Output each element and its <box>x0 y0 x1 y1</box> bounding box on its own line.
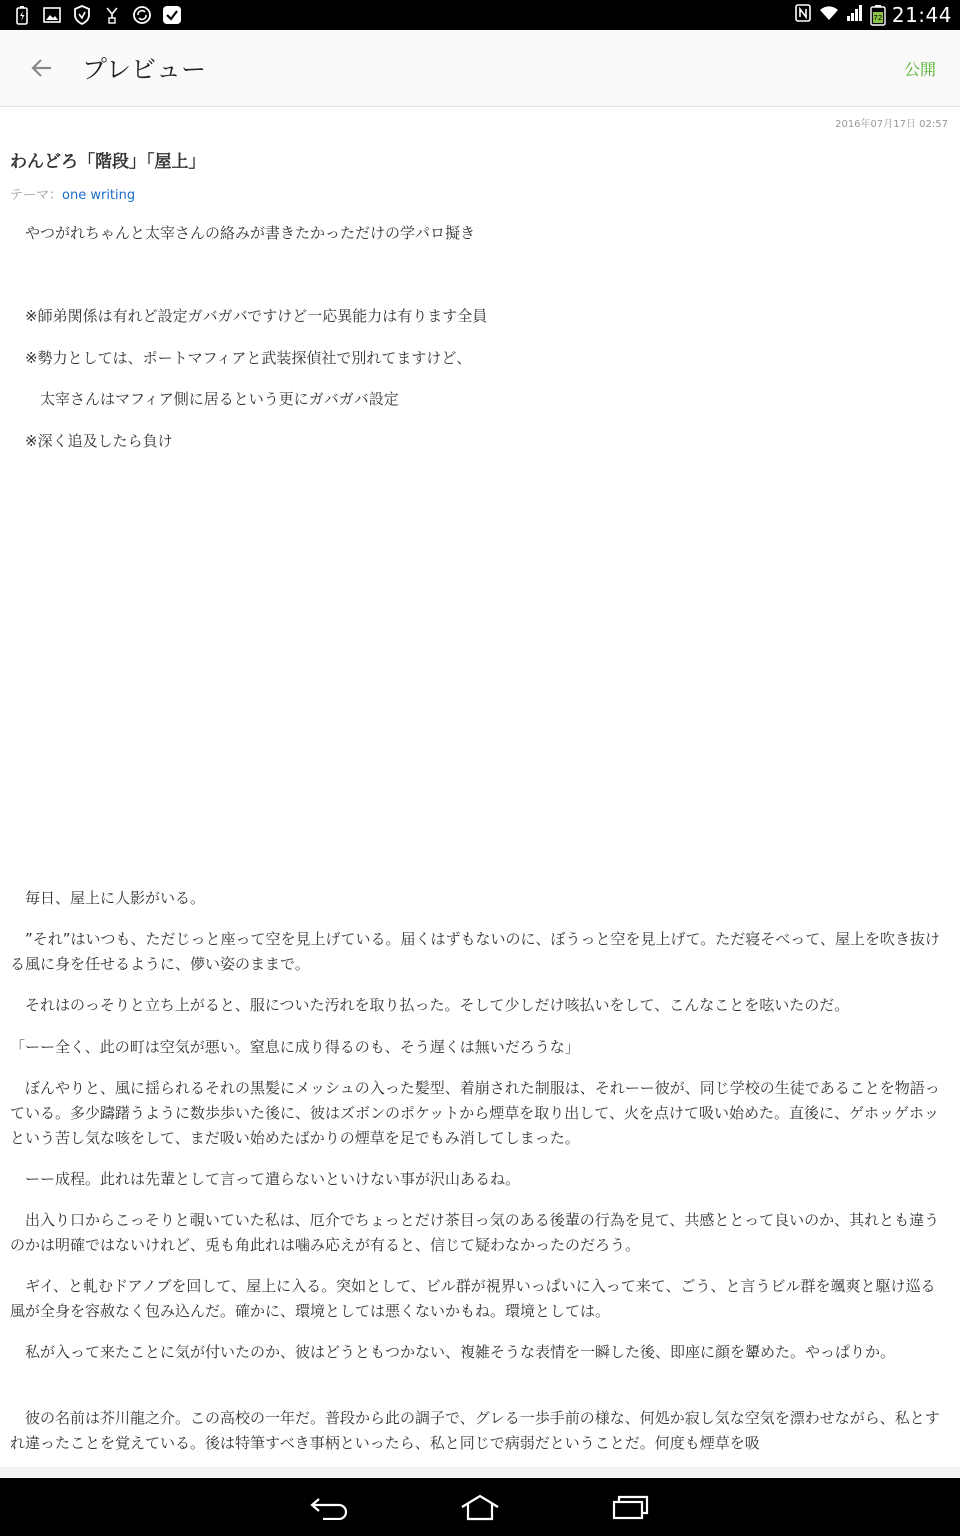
navigation-bar <box>0 1478 960 1536</box>
sync-icon <box>132 5 152 25</box>
battery-level: 72 <box>873 14 883 22</box>
body-paragraph: それはのっそりと立ち上がると、服についた汚れを取り払った。そして少しだけ咳払いをして、こんなことを呟いたのだ。 <box>10 996 850 1014</box>
body-paragraph: 私が入って来たことに気が付いたのか、彼はどうともつかない、複雑そうな表情を一瞬した後、即座に顔を顰めた。やっぱりか。 <box>10 1343 896 1361</box>
back-button[interactable] <box>26 52 58 84</box>
post-theme <box>10 184 135 203</box>
nfc-icon <box>794 3 812 27</box>
intro-paragraph: ※師弟関係は有れど設定ガバガバですけど一応異能力は有ります全員 <box>10 307 488 325</box>
intro-paragraph: やつがれちゃんと太宰さんの絡みが書きたかっただけの学パロ擬き <box>10 224 476 242</box>
signal-icon <box>846 4 864 26</box>
nav-home-button[interactable] <box>450 1487 510 1527</box>
system-icons <box>794 3 960 27</box>
content-bottom-edge <box>0 1467 960 1478</box>
notification-icons <box>0 5 182 25</box>
nav-back-button[interactable] <box>300 1487 360 1527</box>
back-nav-icon <box>309 1494 351 1520</box>
status-bar <box>0 0 960 30</box>
post-preview[interactable] <box>0 107 960 1467</box>
post-date: 2016年07月17日 02:57 <box>835 119 948 130</box>
theme-label: テーマ： <box>10 188 63 203</box>
body-paragraph: ーー成程。此れは先輩として言って遣らないといけない事が沢山あるね。 <box>10 1170 521 1188</box>
theme-link[interactable]: one writing <box>62 188 136 203</box>
body-paragraph: 出入り口からこっそりと覗いていた私は、厄介でちょっとだけ茶目っ気のある後輩の行為を見て、共感ととって良いのか、其れとも違うのかは明確ではないけれど、兎も角此れは噛み応えが有ると、信じて疑わなかったのだろう。 <box>10 1211 940 1254</box>
intro-paragraph: 太宰さんはマフィア側に居るという更にガバガバ設定 <box>10 390 399 408</box>
app-bar <box>0 30 960 107</box>
wifi-icon <box>818 4 840 26</box>
body-paragraph: 彼の名前は芥川龍之介。この高校の一年だ。普段から此の調子で、グレる一歩手前の様な、何処か寂し気な空気を漂わせながら、私とすれ違ったことを覚えている。後は特筆すべき事柄といったら、私と同じで病弱だということだ。何度も煙草を吸 <box>10 1409 940 1452</box>
body-paragraph: ギイ、と軋むドアノブを回して、屋上に入る。突如として、ビル群が視界いっぱいに入って来て、ごう、と言うビル群を颯爽と駆け巡る風が全身を容赦なく包み込んだ。確かに、環境としては悪くないかもね。環境としては。 <box>10 1277 936 1320</box>
battery-icon <box>870 4 886 26</box>
usb-icon <box>102 5 122 25</box>
intro-paragraph: ※深く追及したら負け <box>10 432 173 450</box>
image-icon <box>42 5 62 25</box>
arrow-left-icon <box>31 57 53 79</box>
check-icon <box>162 5 182 25</box>
intro-paragraph: ※勢力としては、ポートマフィアと武装探偵社で別れてますけど、 <box>10 349 472 367</box>
nav-recents-button[interactable] <box>600 1487 660 1527</box>
body-paragraph: 「ーー全く、此の町は空気が悪い。窒息に成り得るのも、そう遅くは無いだろうな」 <box>10 1038 580 1056</box>
home-icon <box>459 1493 501 1521</box>
body-paragraph: ぼんやりと、風に揺られるそれの黒髪にメッシュの入った髪型、着崩された制服は、それーー彼が、同じ学校の生徒であることを物語っている。多少躊躇うように数歩歩いた後に、彼はズボンのポケットから煙草を取り出して、火を点けて吸い始めた。直後に、ゲホッゲホッという苦し気な咳をして、まだ吸い始めたばかりの煙草を足でもみ消してしまった。 <box>10 1079 940 1147</box>
clock: 21:44 <box>891 3 952 27</box>
battery-charging-icon <box>12 5 32 25</box>
shield-icon <box>72 5 92 25</box>
body-paragraph: ”それ”はいつも、ただじっと座って空を見上げている。届くはずもないのに、ぼうっと空を見上げて。ただ寝そべって、屋上を吹き抜ける風に身を任せるように、儚い姿のままで。 <box>10 930 940 973</box>
publish-button[interactable]: 公開 <box>903 60 936 79</box>
body-paragraph: 毎日、屋上に人影がいる。 <box>10 889 206 907</box>
recents-icon <box>610 1494 650 1520</box>
post-title: わんどろ「階段」「屋上」 <box>10 152 206 172</box>
page-title: プレビュー <box>82 55 207 84</box>
